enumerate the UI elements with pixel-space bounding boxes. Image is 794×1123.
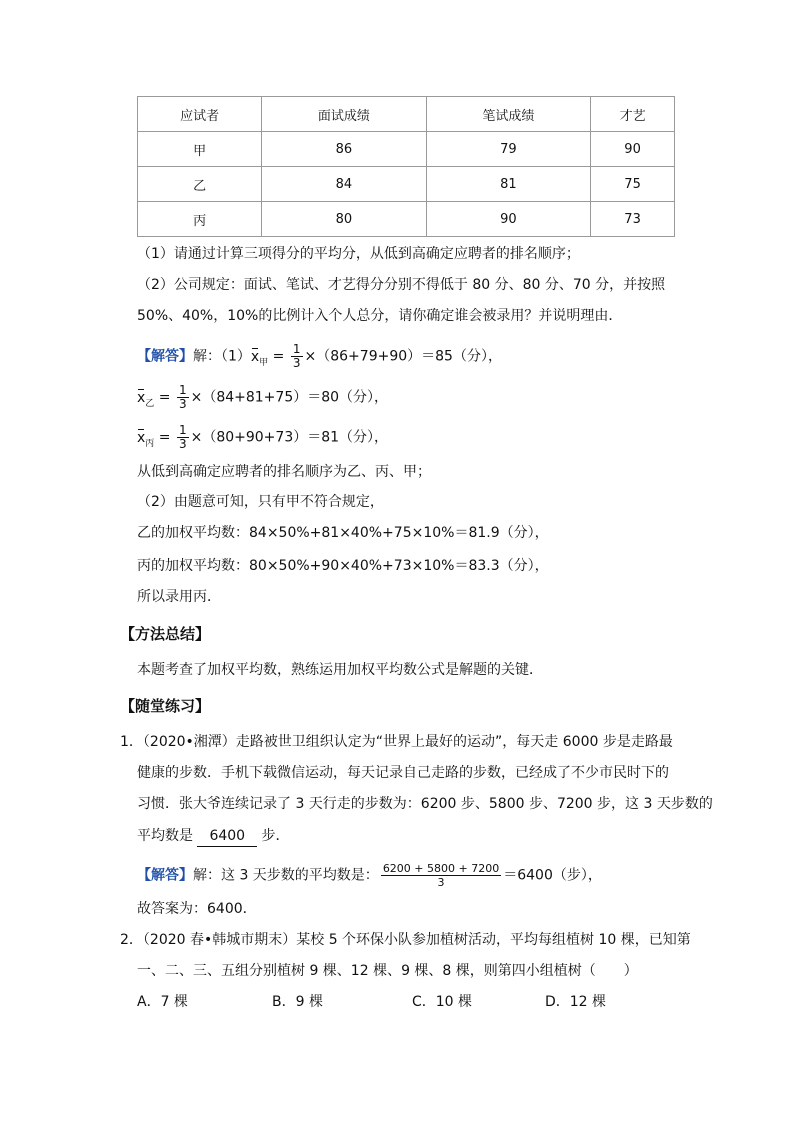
- fraction-numerator: 1: [178, 383, 187, 397]
- solution-jia-line: [137, 343, 502, 370]
- problem-1-line-3: 习惯．张大爷连续记录了 3 天行走的步数为：6200 步、5800 步、7200 步，这 3 天步数的: [137, 796, 713, 812]
- header-cell: 应试者: [138, 97, 262, 132]
- solution-conclusion: 所以录用丙．: [137, 589, 221, 605]
- answer-tag: 【解答】: [137, 867, 193, 884]
- table-cell: 79: [426, 132, 591, 167]
- equals-sign: =: [154, 429, 175, 446]
- question-1: （1）请通过计算三项得分的平均分，从低到高确定应聘者的排名顺序；: [137, 246, 580, 262]
- problem-1-line-1: 1．（2020•湘潭）走路被世卫组织认定为“世界上最好的运动”，每天走 6000 步是走路最: [120, 734, 673, 750]
- problem-1-solution: [137, 862, 602, 889]
- yi-weighted: 乙的加权平均数：84×50%+81×40%+75×10%＝81.9（分），: [137, 525, 549, 541]
- table-cell: 乙: [138, 167, 262, 202]
- equals-sign: =: [268, 348, 289, 365]
- method-summary-text: 本题考查了加权平均数，熟练运用加权平均数公式是解题的关键．: [137, 662, 543, 678]
- header-cell: 才艺: [591, 97, 675, 132]
- option-c: C．10 棵: [412, 994, 473, 1010]
- header-cell: 笔试成绩: [426, 97, 591, 132]
- fraction-one-third: [177, 424, 189, 451]
- fraction-denominator: 3: [437, 876, 445, 889]
- table-row: [138, 167, 675, 202]
- problem-1-prefix: 平均数是: [137, 828, 193, 844]
- method-summary-title: 【方法总结】: [120, 625, 211, 643]
- table-cell: 90: [591, 132, 675, 167]
- problem-1-solution-text: 解：这 3 天步数的平均数是：: [193, 867, 379, 884]
- question-2-line-2: 50%、40%，10%的比例计入个人总分，请你确定谁会被录用？并说明理由．: [137, 308, 623, 324]
- problem-1-suffix: 步．: [261, 828, 290, 844]
- problem-1-line-2: 健康的步数．手机下载微信运动，每天记录自己走路的步数，已经成了不少市民时下的: [137, 765, 669, 781]
- table-cell: 丙: [138, 202, 262, 237]
- solution-rank: 从低到高确定应聘者的排名顺序为乙、丙、甲；: [137, 464, 431, 480]
- x-bar-symbol: x: [250, 348, 260, 365]
- table-cell: 84: [262, 167, 427, 202]
- table-cell: 甲: [138, 132, 262, 167]
- table-cell: 81: [426, 167, 591, 202]
- subscript-yi: 乙: [145, 398, 155, 409]
- option-d: D．12 棵: [545, 994, 607, 1010]
- solution-yi-line: [137, 384, 388, 411]
- equals-sign: =: [154, 389, 175, 406]
- practice-title: 【随堂练习】: [120, 697, 211, 715]
- table-cell: 86: [262, 132, 427, 167]
- table-cell: 73: [591, 202, 675, 237]
- problem-2-line-2: 一、二、三、五组分别植树 9 棵、12 棵、9 棵、8 棵，则第四小组植树（ ）: [137, 963, 638, 979]
- problem-1-result: ＝6400（步），: [503, 867, 602, 884]
- subscript-bing: 丙: [145, 438, 155, 449]
- calc-bing: ×（80+90+73）＝81（分），: [190, 429, 389, 446]
- solution-part-2: （2）由题意可知，只有甲不符合规定，: [137, 494, 384, 510]
- option-b: B．9 棵: [272, 994, 323, 1010]
- table-cell: 90: [426, 202, 591, 237]
- subscript-jia: 甲: [259, 357, 269, 368]
- x-bar-symbol: x: [137, 429, 146, 446]
- steps-fraction: [381, 862, 501, 889]
- fraction-numerator: 6200 + 5800 + 7200: [382, 862, 500, 875]
- problem-2-line-1: 2．（2020 春•韩城市期末）某校 5 个环保小队参加植树活动，平均每组植树 10 棵，已知第: [120, 932, 691, 948]
- fraction-numerator: 1: [178, 423, 187, 437]
- table-header-row: [138, 97, 675, 132]
- fraction-numerator: 1: [292, 342, 301, 356]
- x-bar-symbol: x: [137, 389, 146, 406]
- problem-1-final-answer: 故答案为：6400．: [137, 901, 257, 917]
- header-cell: 面试成绩: [262, 97, 427, 132]
- fraction-denominator: 3: [292, 356, 301, 370]
- solution-intro: 解：（1）: [193, 348, 251, 365]
- solution-bing-line: [137, 424, 388, 451]
- answer-tag: 【解答】: [137, 348, 193, 365]
- calc-jia: ×（86+79+90）＝85（分），: [304, 348, 502, 365]
- option-a: A．7 棵: [137, 994, 188, 1010]
- table-row: [138, 132, 675, 167]
- fraction-one-third: [177, 384, 189, 411]
- table-row: [138, 202, 675, 237]
- problem-1-line-4: [137, 826, 290, 847]
- score-table: [137, 96, 675, 237]
- fraction-denominator: 3: [178, 397, 187, 411]
- table-cell: 75: [591, 167, 675, 202]
- fraction-one-third: [291, 343, 303, 370]
- fraction-denominator: 3: [178, 437, 187, 451]
- bing-weighted: 丙的加权平均数：80×50%+90×40%+73×10%＝83.3（分），: [137, 558, 549, 574]
- answer-blank: 6400: [197, 826, 257, 847]
- question-2-line-1: （2）公司规定：面试、笔试、才艺得分分别不得低于 80 分、80 分、70 分，并按照: [137, 277, 666, 293]
- table-cell: 80: [262, 202, 427, 237]
- calc-yi: ×（84+81+75）＝80（分），: [190, 389, 389, 406]
